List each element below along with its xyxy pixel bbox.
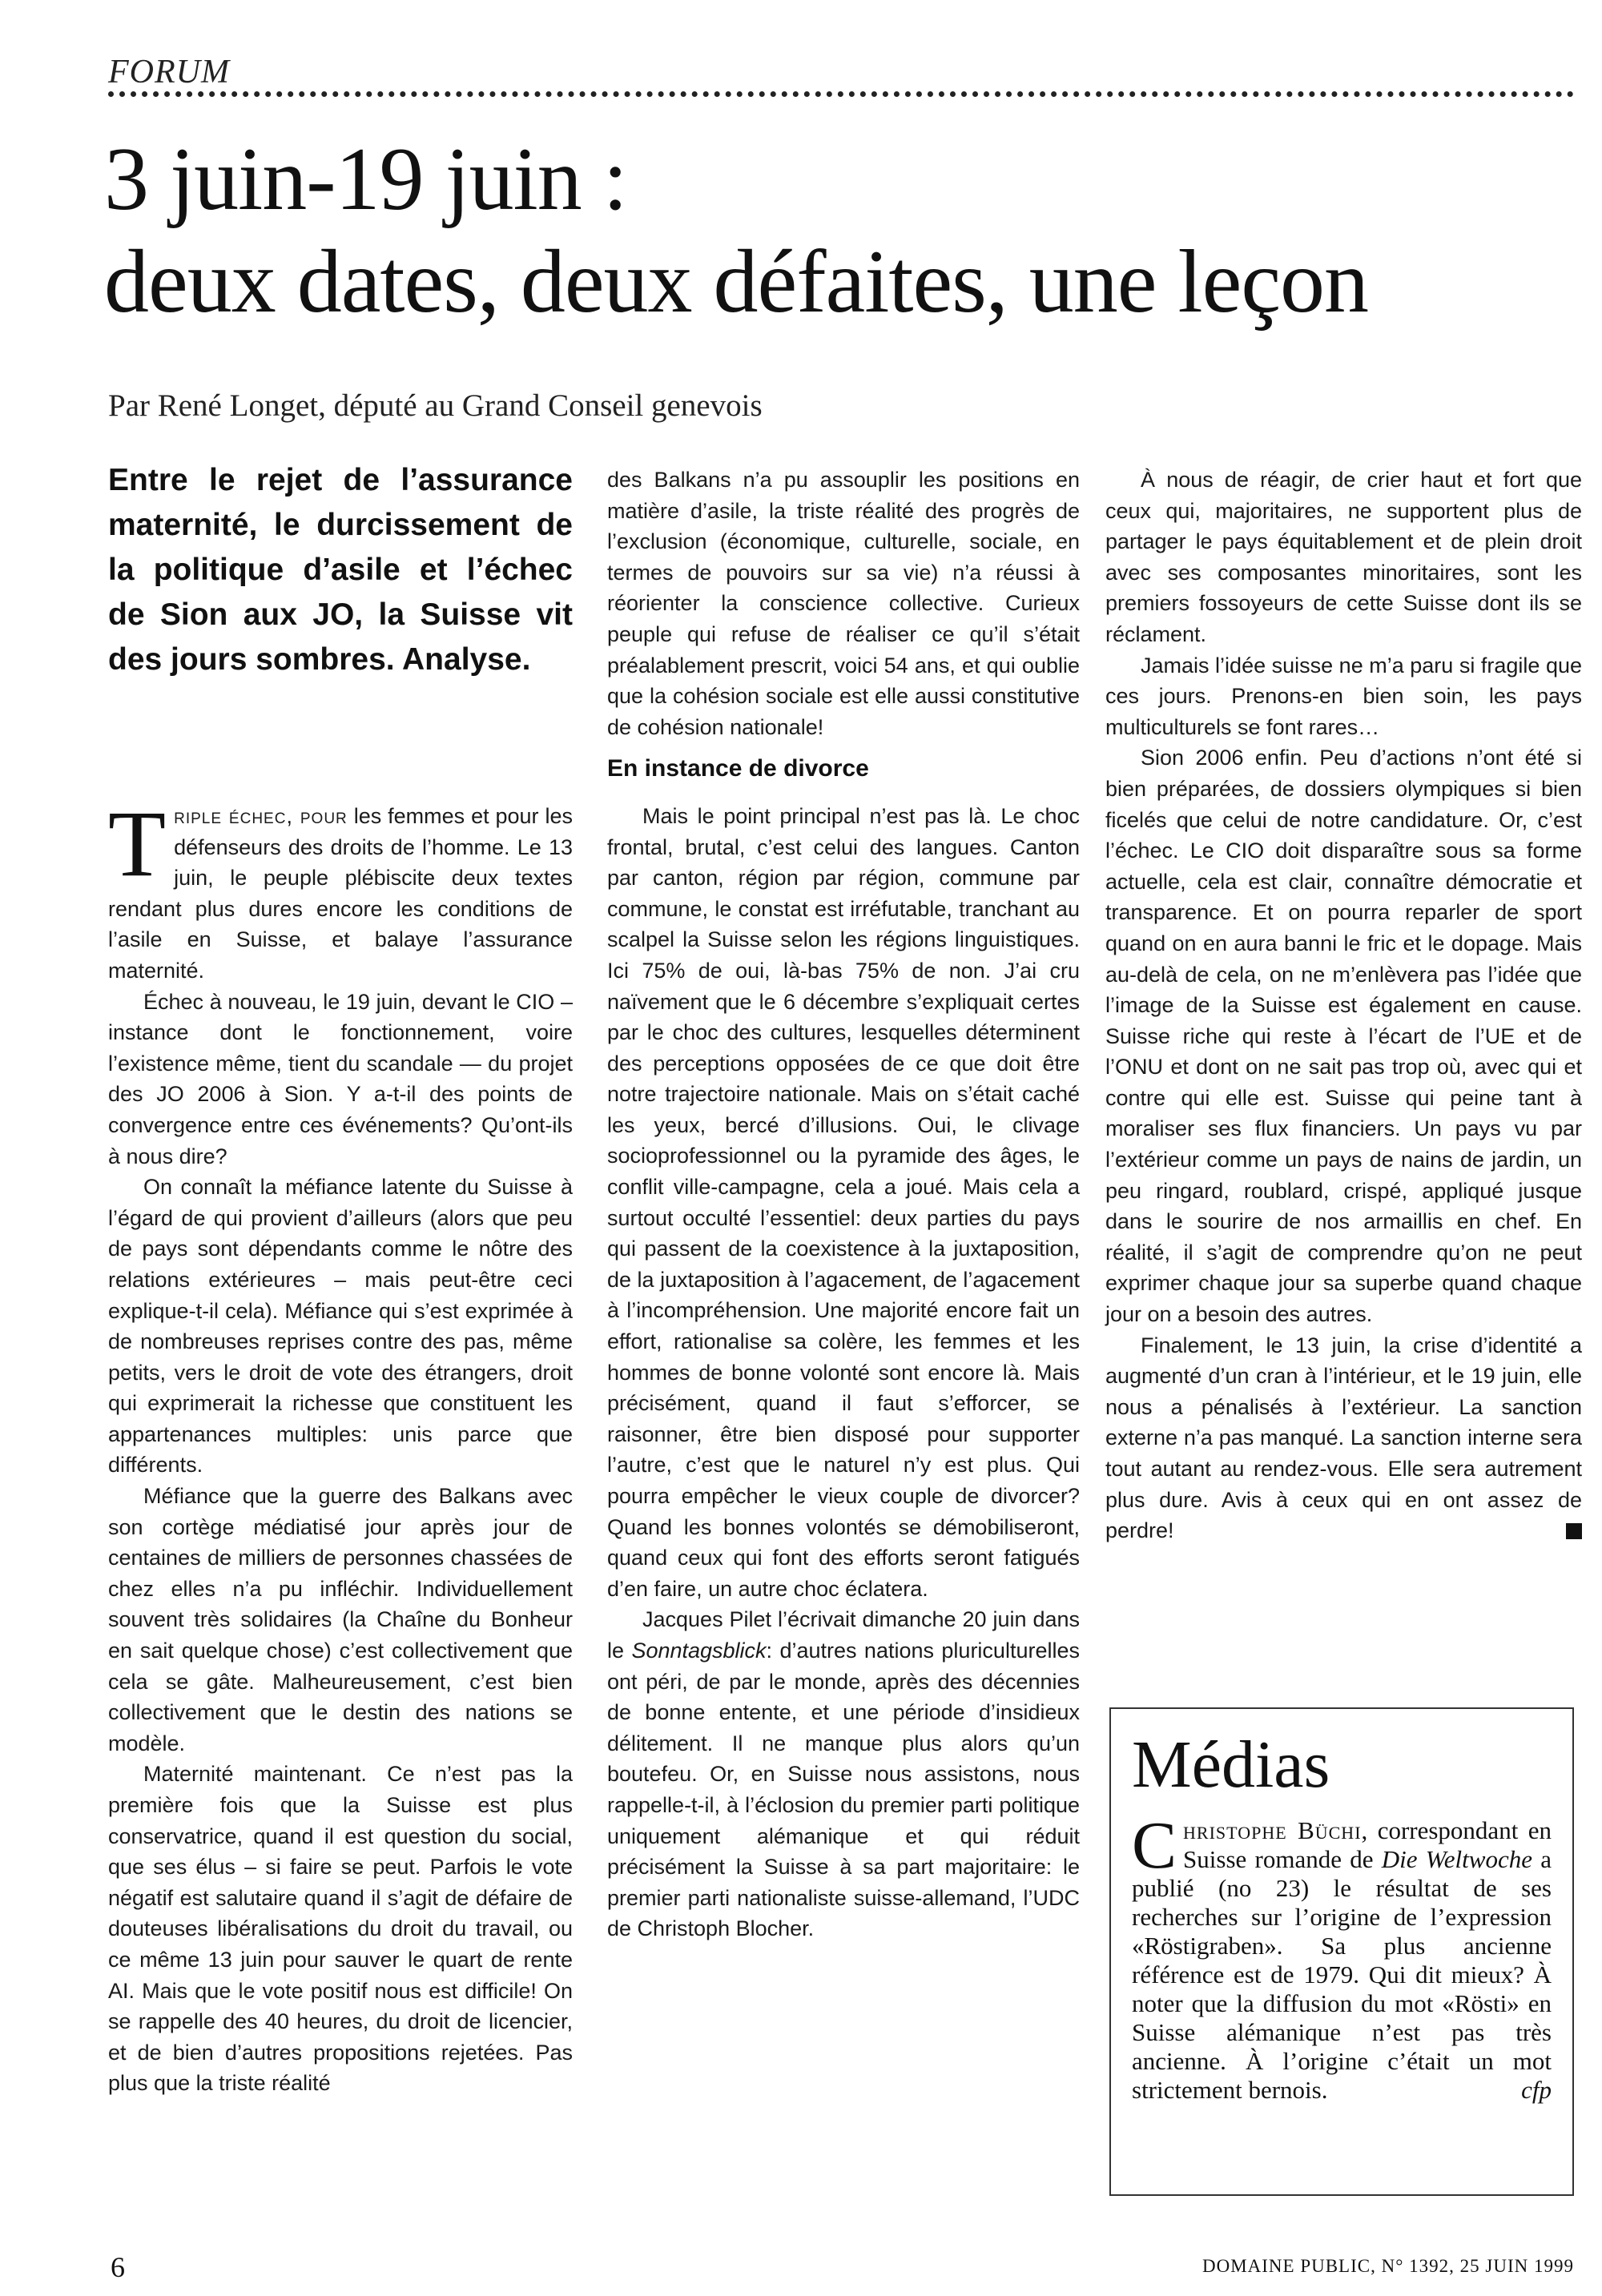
- paragraph: Sion 2006 enfin. Peu d’actions n’ont été si bien préparées, de dossiers olympiques si bien ficelés que celui de notre candidature. Or, c’est l’échec. Le CIO doit disparaître sous sa forme actuelle, cela est clair, connaître démocratie et transparence. Et on pourra reparler de sport quand on en aura banni le fric et le dopage. Mais au-delà de cela, on ne m’enlèvera pas l’idée que l’image de la Suisse est également en cause. Suisse riche qui reste à l’écart de l’UE et de l’ONU et dont on ne sait pas trop où, avec qui et contre qui elle est. Suisse qui peine tant à moraliser ses flux financiers. Un pays vu par l’extérieur comme un pays de nains de jardin, un peu ringard, roublard, crispé, appliqué jusque dans le sourire de nos armaillis en chef. En réalité, il s’agit de comprendre qu’on ne peut exprimer chaque jour sa superbe quand chaque jour on a besoin des autres.: [1105, 746, 1582, 1327]
- sidebar-drop-cap: C: [1132, 1808, 1177, 1883]
- article-headline: [104, 128, 1586, 333]
- sidebar-text-part: , correspondant en Suisse romande de: [1183, 1816, 1552, 1873]
- subheading: En instance de divorce: [607, 755, 869, 782]
- sidebar-person-name: hristophe Büchi: [1183, 1816, 1362, 1844]
- paragraph: Maternité maintenant. Ce n’est pas la première fois que la Suisse est plus conservatrice, quand il est question du social, que ses élus – si faire se peut. Parfois le vote négatif est salutaire quand il s’agit de défaire de douteuses libéralisations du droit du travail, ou ce même 13 juin pour sauver le quart de rente AI. Mais que le vote positif nous est difficile! On se rappelle des 40 heures, du droit de licencier, et de bien d’autres propositions rejetées. Pas plus que la triste réalité: [108, 1762, 573, 2096]
- paragraph: [108, 791, 573, 987]
- publication-footer: DOMAINE PUBLIC, N° 1392, 25 JUIN 1999: [1202, 2256, 1574, 2276]
- author-byline: Par René Longet, député au Grand Conseil genevois: [108, 388, 763, 423]
- paragraph: [1105, 1330, 1582, 1546]
- column-3: [1105, 464, 1582, 1546]
- sidebar-title: Médias: [1132, 1727, 1330, 1802]
- paragraph-text: Jacques Pilet l’écrivait dimanche 20 juin dans le: [607, 1607, 1080, 1663]
- sidebar-text-part: a publié (no 23) le résultat de ses recherches sur l’origine de l’expression «Röstigraben». Sa plus ancienne référence est de 1979. Qui dit mieux? À noter que la diffusion du mot «Rösti» en Suisse alémanique n’est pas très ancienne. À l’origine c’était un mot strictement bernois.: [1132, 1845, 1552, 2104]
- sidebar-signature: cfp: [1521, 2076, 1552, 2104]
- paragraph: [607, 1604, 1080, 1944]
- article-lead: Entre le rejet de l’assurance maternité, le durcissement de la politique d’asile et l’échec de Sion aux JO, la Suisse vit des jours sombres. Analyse.: [108, 463, 573, 677]
- publication-name: Sonntagsblick: [631, 1638, 767, 1663]
- paragraph-text: : d’autres nations pluriculturelles ont péri, de par le monde, après des décennies de bonne entente, et une période d’insidieux délitement. Il ne manque plus alors qu’un boutefeu. Or, en Suisse nous assistons, nous rappelle-t-il, à l’éclosion du premier parti politique uniquement alémanique et qui réduit précisément la Suisse à sa part majoritaire: le premier parti nationaliste suisse-allemand, l’UDC de Christoph Blocher.: [607, 1638, 1080, 1941]
- paragraph: Échec à nouveau, le 19 juin, devant le CIO – instance dont le fonctionnement, voire l’existence même, tient du scandale — du projet des JO 2006 à Sion. Y a-t-il des points de convergence entre ces événements? Qu’ont-ils à nous dire?: [108, 989, 573, 1168]
- paragraph: Jamais l’idée suisse ne m’a paru si fragile que ces jours. Prenons-en bien soin, les pays multiculturels se font rares…: [1105, 653, 1582, 739]
- sidebar-text: [1132, 1808, 1552, 2105]
- headline-line-2: deux dates, deux défaites, une leçon: [104, 232, 1369, 332]
- end-mark-icon: [1566, 1523, 1582, 1539]
- headline-line-1: 3 juin-19 juin :: [104, 130, 627, 229]
- section-rubric: FORUM: [108, 54, 230, 90]
- opening-smallcaps: riple échec, pour: [174, 804, 348, 828]
- drop-cap: T: [108, 791, 167, 896]
- page-number: 6: [111, 2251, 125, 2283]
- paragraph: On connaît la méfiance latente du Suisse à l’égard de qui provient d’ailleurs (alors que peu de pays sont dépendants comme le nôtre des relations extérieures – mais peut-être ceci explique-t-il cela). Méfiance qui s’est exprimée à de nombreuses reprises contre des pas, même petits, vers le droit de vote des étrangers, droit qui exprimerait la richesse que constituent les appartenances multiples: unis parce que différents.: [108, 1175, 573, 1478]
- paragraph: des Balkans n’a pu assouplir les positions en matière d’asile, la triste réalité des progrès de l’exclusion (économique, culturelle, sociale, en termes de pouvoirs sur sa vie) n’a réussi à réorienter la conscience collective. Curieux peuple qui refuse de réaliser ce qu’il s’était préalablement prescrit, voici 54 ans, et qui oublie que la cohésion sociale est elle aussi constitutive de cohésion nationale!: [607, 468, 1080, 739]
- column-2: [607, 464, 1080, 1944]
- column-1: [108, 791, 573, 2099]
- sidebar-publication: Die Weltwoche: [1381, 1845, 1532, 1873]
- paragraph-text: les femmes et pour les défenseurs des droits de l’homme. Le 13 juin, le peuple plébiscite deux textes rendant plus dures encore les conditions de l’asile en Suisse, et balaye l’assurance maternité.: [108, 804, 573, 983]
- rubric-dotted-rule: [108, 91, 1574, 97]
- paragraph: Mais le point principal n’est pas là. Le choc frontal, brutal, c’est celui des langues. Canton par canton, région par région, commune par commune, le constat est irréfutable, tranchant au scalpel la Suisse selon les régions linguistiques. Ici 75% de oui, là-bas 75% de non. J’ai cru naïvement que le 6 décembre s’expliquait certes par le choc des cultures, lesquelles déterminent des perceptions opposées de ce que doit être notre trajectoire nationale. Mais on s’était caché les yeux, bercé d’illusions. Oui, le clivage socioprofessionnel ou la pyramide des âges, le conflit ville-campagne, cela a joué. Mais cela a surtout occulté l’essentiel: deux parties du pays qui passent de la coexistence à la juxtaposition, de la juxtaposition à l’agacement, de l’agacement à l’incompréhension. Une majorité encore fait un effort, rationalise sa colère, les femmes et les hommes de bonne volonté sont encore là. Mais précisément, quand il faut s’efforcer, se raisonner, être bien disposé pour supporter l’autre, c’est que le naturel n’y est plus. Qui pourra empêcher le vieux couple de divorcer? Quand les bonnes volontés se démobiliseront, quand ceux qui font des efforts seront fatigués d’en faire, un autre choc éclatera.: [607, 803, 1080, 1601]
- medias-sidebar-box: [1109, 1707, 1574, 2196]
- paragraph: Méfiance que la guerre des Balkans avec son cortège médiatisé jour après jour de centaines de milliers de personnes chassées de chez elles n’a pu infléchir. Individuellement souvent très solidaires (la Chaîne du Bonheur en sait quelque chose) c’est collectivement que cela se gâte. Malheureusement, c’est bien collectivement que le destin des nations se modèle.: [108, 1484, 573, 1755]
- paragraph: À nous de réagir, de crier haut et fort que ceux qui, majoritaires, ne supportent plus de partager le pays équitablement et de plein droit avec ses composantes minoritaires, sont les premiers fossoyeurs de cette Suisse dont ils se réclament.: [1105, 468, 1582, 646]
- paragraph-text: Finalement, le 13 juin, la crise d’identité a augmenté d’un cran à l’intérieur, et le 19 juin, elle nous a pénalisés à l’extérieur. La sanction externe n’a pas manqué. La sanction interne sera tout autant au rendez-vous. Elle sera autrement plus dure. Avis à ceux qui en ont assez de perdre!: [1105, 1333, 1582, 1543]
